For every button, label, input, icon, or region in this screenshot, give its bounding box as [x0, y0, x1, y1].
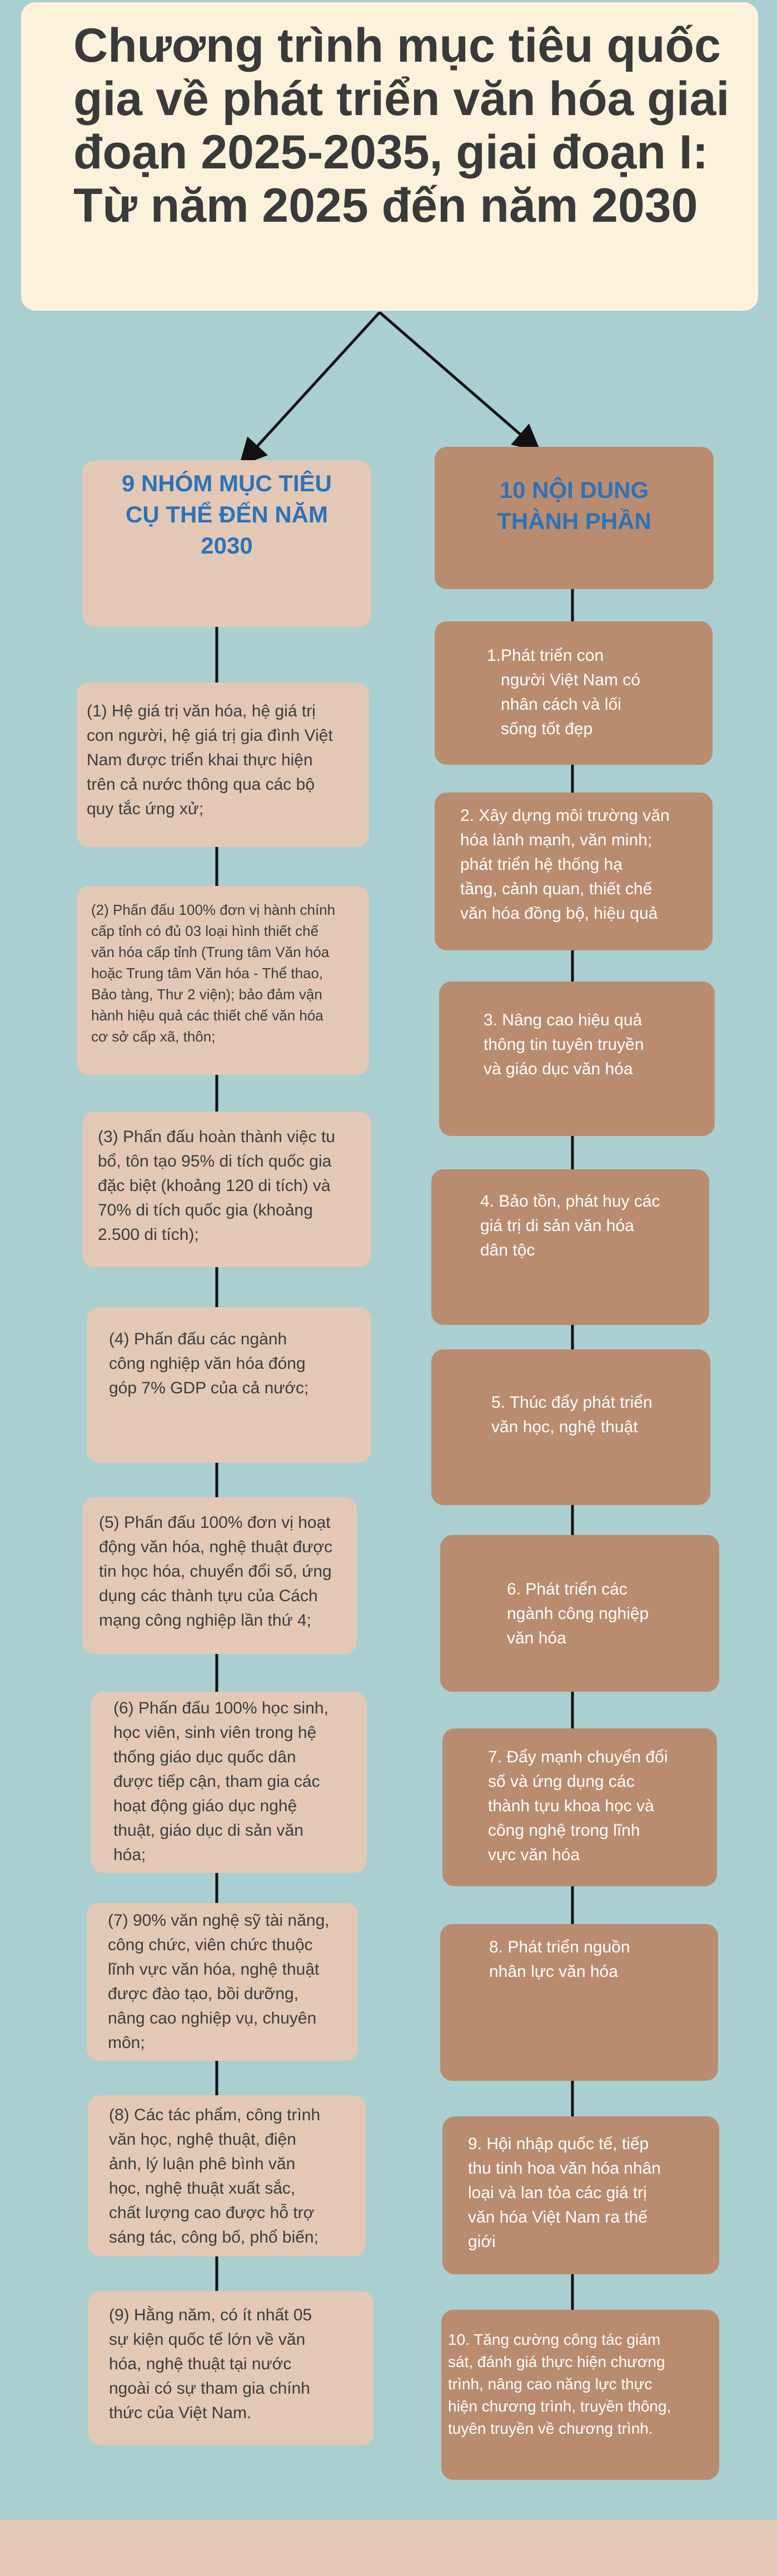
right-content-4-text: 4. Bảo tồn, phát huy các giá trị di sản văn hóa dân tộc — [480, 1192, 660, 1259]
right-content-7 — [442, 1728, 717, 1886]
left-goal-1 — [77, 682, 369, 847]
title-line: đoạn 2025-2035, giai đoạn I: — [73, 126, 709, 179]
left-goal-9-text: (9) Hằng năm, có ít nhất 05 sự kiện quốc tế lớn về văn hóa, nghệ thuật tại nước ngoài có sự tham gia chính thức của Việt Nam. — [109, 2306, 312, 2422]
left-goal-6 — [91, 1692, 367, 1873]
left-goal-7-text: (7) 90% văn nghệ sỹ tài năng, công chức, viên chức thuộc lĩnh vực văn hóa, nghệ thuật được đào tạo, bồi dưỡng, nâng cao nghiệp vụ, chuyên môn; — [108, 1911, 330, 2052]
right-content-6-text: 6. Phát triển các ngành công nghiệp văn hóa — [507, 1580, 649, 1647]
right-content-7-text: 7. Đẩy mạnh chuyển đổi số và ứng dụng các thành tựu khoa học và công nghệ trong lĩnh vực văn hóa — [488, 1748, 668, 1864]
right-content-1-text: 1.Phát triển con người Việt Nam có nhân cách và lối sống tốt đẹp — [487, 646, 640, 738]
right-content-1 — [435, 621, 713, 765]
right-content-2 — [435, 793, 713, 950]
title-line: Chương trình mục tiêu quốc — [73, 19, 721, 72]
left-goal-7 — [87, 1903, 358, 2061]
left-goal-3-text: (3) Phấn đấu hoàn thành việc tu bổ, tôn tạo 95% di tích quốc gia đặc biệt (khoảng 120 di tích) và 70% di tích quốc gia (khoảng 2.500 di tích); — [98, 1128, 335, 1244]
right-content-6 — [440, 1535, 719, 1692]
left-goal-4-text: (4) Phấn đấu các ngành công nghiệp văn hóa đóng góp 7% GDP của cả nước; — [109, 1330, 309, 1397]
right-content-9 — [442, 2116, 719, 2274]
right-header-text: 10 NỘI DUNG THÀNH PHẦN — [497, 477, 651, 534]
right-content-2-text: 2. Xây dựng môi trường văn hóa lành mạnh, văn minh; phát triển hệ thống hạ tầng, cảnh quan, thiết chế văn hóa đồng bộ, hiệu quả — [460, 806, 670, 923]
right-content-10 — [441, 2310, 719, 2480]
footer-band — [0, 2520, 777, 2576]
left-goal-6-text: (6) Phấn đấu 100% học sinh, học viên, sinh viên trong hệ thống giáo dục quốc dân được tiếp cận, tham gia các hoạt động giáo dục nghệ thuật, giáo dục di sản văn hóa; — [113, 1699, 328, 1864]
right-content-8 — [440, 1924, 718, 2081]
right-content-3-text: 3. Nâng cao hiệu quả thông tin tuyên truyền và giáo dục văn hóa — [484, 1011, 644, 1078]
left-header-text: 9 NHÓM MỤC TIÊU CỤ THỂ ĐẾN NĂM 2030 — [122, 470, 332, 559]
left-goal-8 — [88, 2095, 366, 2256]
title-line: gia về phát triển văn hóa giai — [73, 72, 730, 126]
right-content-10-text: 10. Tăng cường công tác giám sát, đánh giá thực hiện chương trình, nâng cao năng lực thực hiện chương trình, truyền thông, tuyên truyền về chương trình. — [448, 2331, 671, 2437]
title-line: Từ năm 2025 đến năm 2030 — [73, 179, 698, 232]
right-content-8-text: 8. Phát triển nguồn nhân lực văn hóa — [489, 1938, 630, 1981]
left-goal-2 — [77, 886, 369, 1075]
left-goal-8-text: (8) Các tác phẩm, công trình văn học, nghệ thuật, điện ảnh, lý luận phê bình văn học, nghệ thuật xuất sắc, chất lượng cao được hỗ trợ sáng tác, công bố, phổ biến; — [109, 2106, 321, 2246]
arrow-to-left-header — [245, 312, 380, 460]
left-goal-1-text: (1) Hệ giá trị văn hóa, hệ giá trị con người, hệ giá trị gia đình Việt Nam được triển khai thực hiện trên cả nước thông qua các bộ quy tắc ứng xử; — [87, 702, 333, 818]
arrow-to-right-header — [380, 312, 535, 447]
right-content-9-text: 9. Hội nhập quốc tế, tiếp thu tinh hoa văn hóa nhân loại và lan tỏa các giá trị văn hóa Việt Nam ra thế giới — [468, 2135, 661, 2251]
title-box — [21, 2, 758, 311]
left-goal-3 — [82, 1112, 371, 1267]
right-content-4 — [431, 1169, 709, 1325]
left-goal-4 — [87, 1307, 371, 1463]
left-goal-5 — [82, 1497, 357, 1654]
right-content-5-text: 5. Thúc đẩy phát triển văn học, nghệ thuật — [491, 1393, 653, 1436]
left-goal-2-text: (2) Phấn đấu 100% đơn vị hành chính cấp tỉnh có đủ 03 loại hình thiết chế văn hóa cấp tỉnh (Trung tâm Văn hóa hoặc Trung tâm Văn hóa - Thể thao, Bảo tàng, Thư 2 viện); bảo đảm vận hành hiệu quả các thiết chế văn hóa cơ sở cấp xã, thôn; — [91, 901, 336, 1045]
right-header-box — [435, 447, 714, 589]
left-goal-9 — [88, 2291, 373, 2445]
left-header-box — [82, 460, 371, 627]
right-content-5 — [431, 1349, 710, 1505]
left-goal-5-text: (5) Phấn đấu 100% đơn vị hoạt động văn hóa, nghệ thuật được tin học hóa, chuyển đổi số, ứng dụng các thành tựu của Cách mạng công nghiệp lần thứ 4; — [99, 1513, 333, 1630]
right-content-3 — [439, 981, 715, 1136]
